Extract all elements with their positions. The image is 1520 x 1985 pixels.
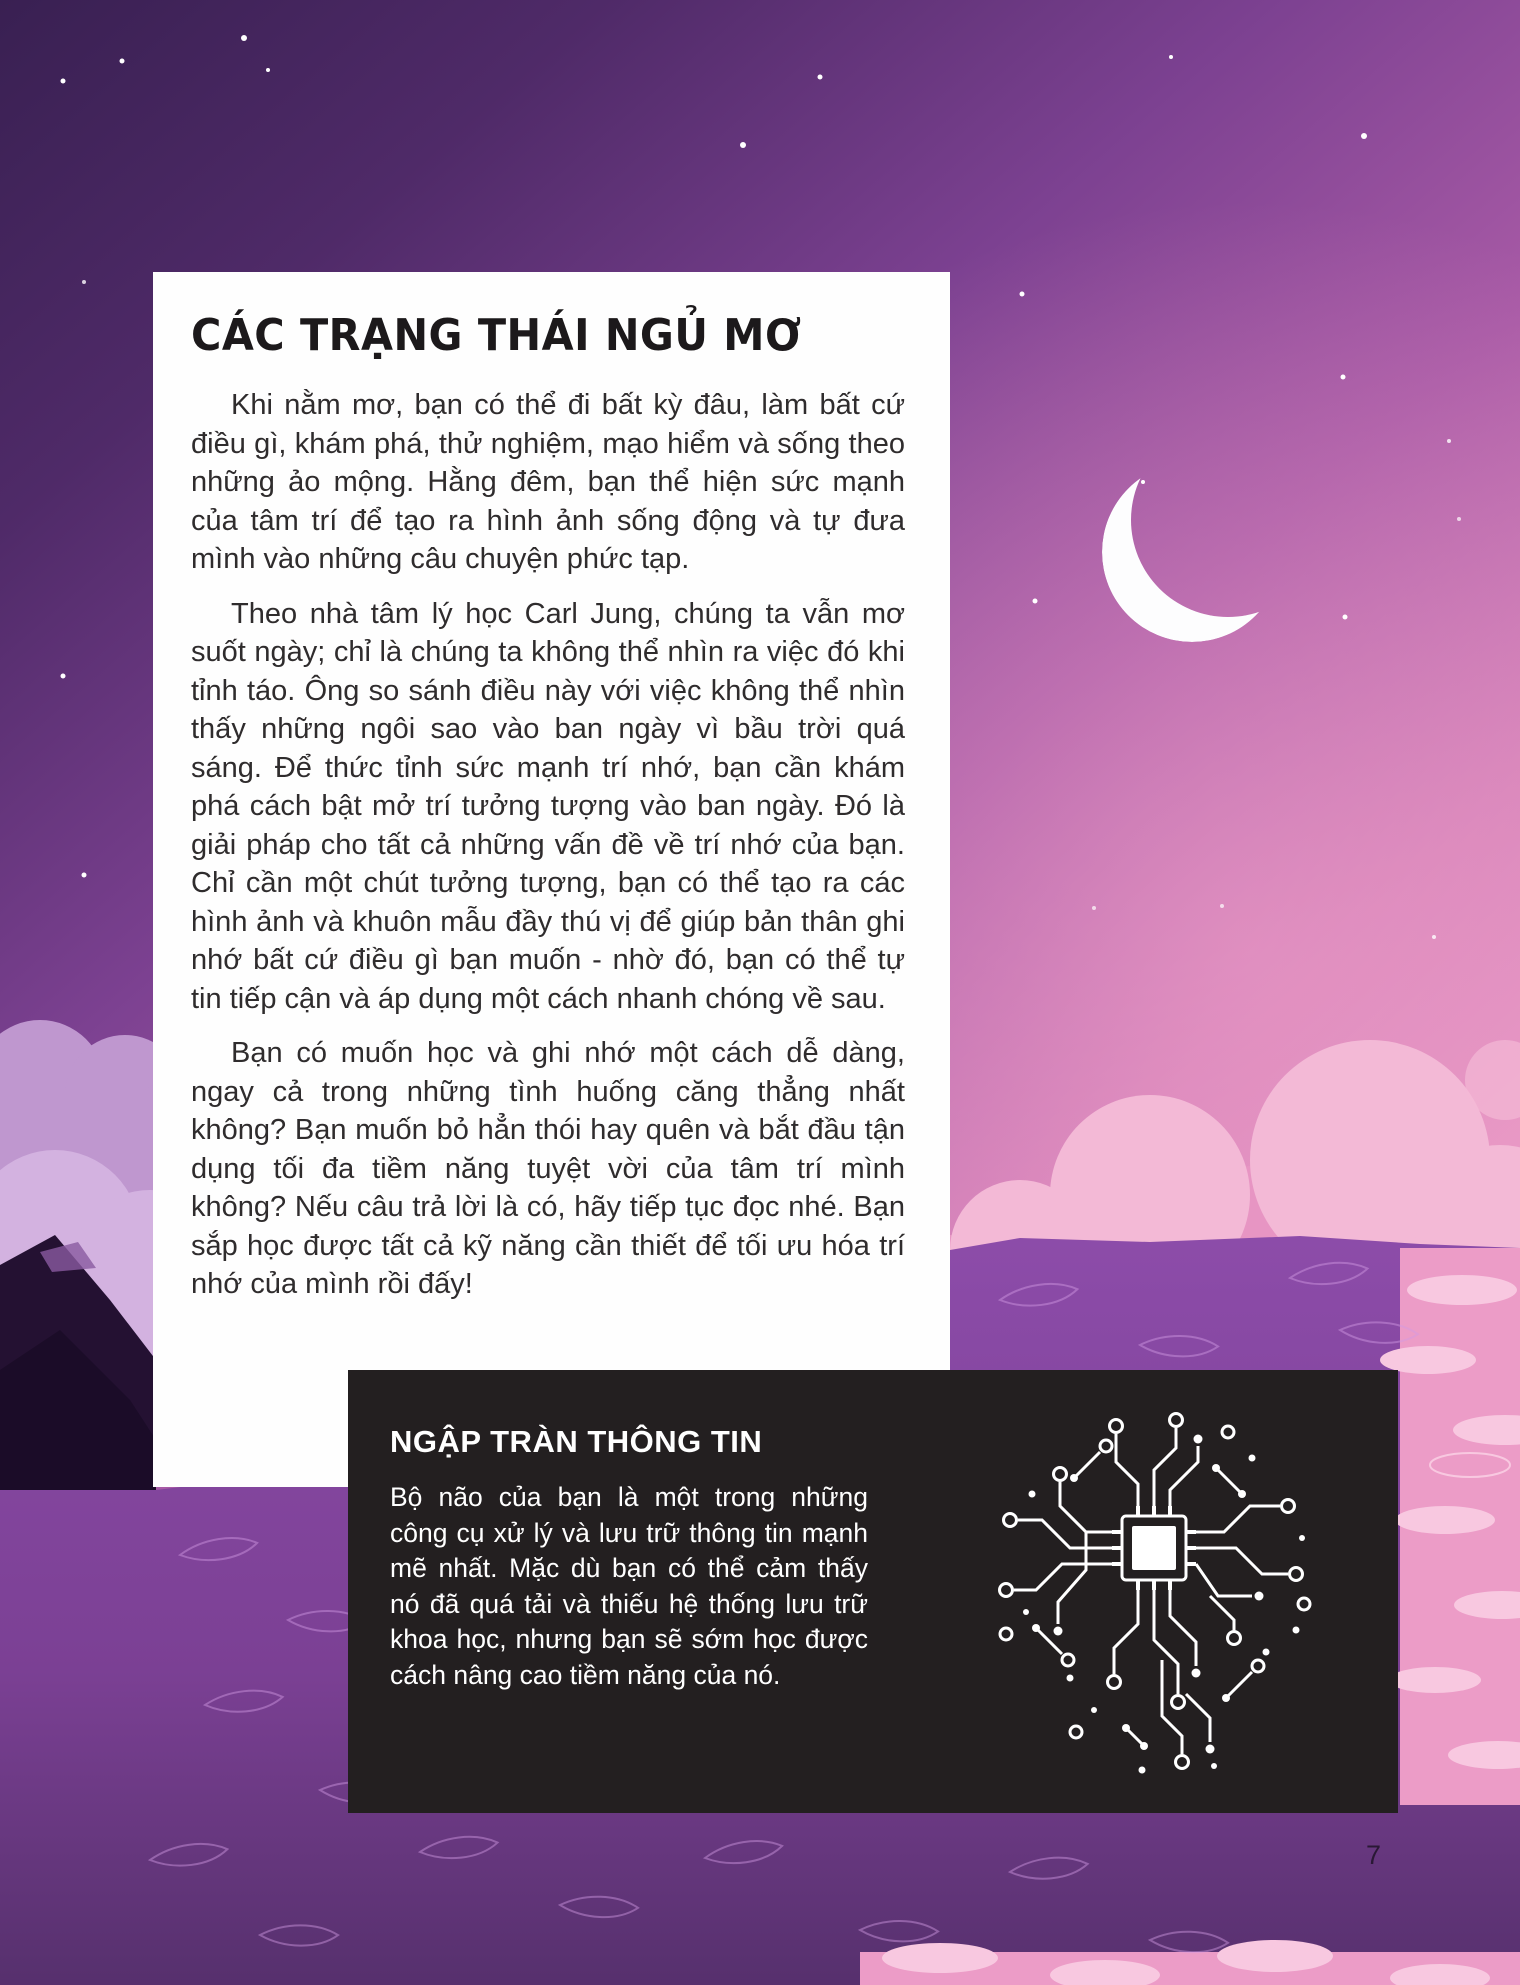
circuit-traces [1000,1414,1311,1774]
article-card [153,272,950,1487]
infobox-card [348,1370,1398,1813]
circuit-brain-icon [966,1398,1338,1798]
crescent-moon-icon [1102,462,1282,642]
page-number: 7 [1366,1840,1382,1870]
chip [1112,1506,1196,1590]
article-paragraph: Theo nhà tâm lý học Carl Jung, chúng ta vẫn mơ suốt ngày; chỉ là chúng ta không thể nhìn ra việc đó khi tỉnh táo. Ông so sánh điều này với việc không thể nhìn thấy những ngôi sao vào ban ngày vì bầu trời quá sáng. Để thức tỉnh sức mạnh trí nhớ, bạn cần khám phá cách bật mở trí tưởng tượng vào ban ngày. Đó là giải pháp cho tất cả những vấn đề về trí nhớ của bạn. Chỉ cần một chút tưởng tượng, bạn có thể tạo ra các hình ảnh và khuôn mẫu đầy thú vị để giúp bản thân ghi nhớ bất cứ điều gì bạn muốn - nhờ đó, bạn có thể tự tin tiếp cận và áp dụng một cách nhanh chóng về sau. [191,597,905,1015]
article-paragraph: Bạn có muốn học và ghi nhớ một cách dễ dàng, ngay cả trong những tình huống căng thẳng nhất không? Bạn muốn bỏ hẳn thói hay quên và bắt đầu tận dụng tối đa tiềm năng tuyệt vời của tâm trí mình không? Nếu câu trả lời là có, hãy tiếp tục đọc nhé. Bạn sắp học được tất cả kỹ năng cần thiết để tối ưu hóa trí nhớ của mình rồi đấy! [191,1037,905,1300]
infobox-title: NGẬP TRÀN THÔNG TIN [390,1424,763,1459]
article-title: CÁC TRẠNG THÁI NGỦ MƠ [191,310,802,361]
infobox-body: Bộ não của bạn là một trong những công cụ xử lý và lưu trữ thông tin mạnh mẽ nhất. Mặc dù bạn có thể cảm thấy nó đã quá tải và thiếu hệ thống lưu trữ khoa học, nhưng bạn sẽ sớm học được cách nâng cao tiềm năng của nó. [390,1482,868,1690]
article-paragraph: Khi nằm mơ, bạn có thể đi bất kỳ đâu, làm bất cứ điều gì, khám phá, thử nghiệm, mạo hiểm và sống theo những ảo mộng. Hằng đêm, bạn thể hiện sức mạnh của tâm trí để tạo ra hình ảnh sống động và tự đưa mình vào những câu chuyện phức tạp. [191,389,905,575]
